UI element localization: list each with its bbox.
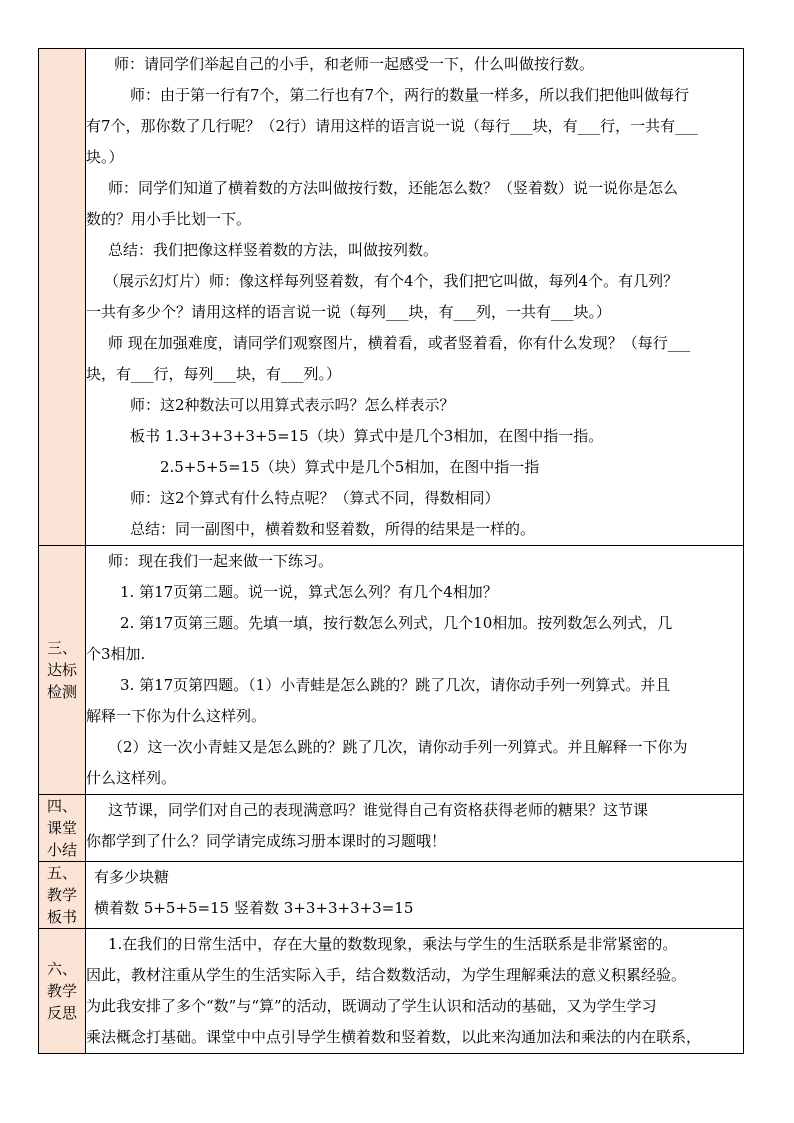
section-3-content	[86, 546, 744, 795]
text-line: 2. 第17页第三题。先填一填，按行数怎么列式，几个10相加。按列数怎么列式，几	[120, 614, 673, 632]
text-line: 数的？用小手比划一下。	[86, 210, 252, 228]
section-3-row	[39, 546, 744, 795]
section-4-content	[86, 795, 744, 862]
text-line: 横着数 5+5+5=15 竖着数 3+3+3+3+3=15	[94, 899, 414, 917]
text-line: 1.在我们的日常生活中，存在大量的数数现象，乘法与学生的生活联系是非常紧密的。	[108, 935, 678, 953]
section-6-row	[39, 929, 744, 1054]
section-2-label-cell	[39, 49, 86, 546]
text-line: 这节课，同学们对自己的表现满意吗？谁觉得自己有资格获得老师的糖果？这节课	[108, 801, 649, 819]
text-line: 总结：同一副图中，横着数和竖着数，所得的结果是一样的。	[130, 520, 536, 538]
text-line: 师：同学们知道了横着数的方法叫做按行数，还能怎么数？（竖着数）说一说你是怎么	[108, 179, 679, 197]
text-line: 因此，教材注重从学生的生活实际入手，结合数数活动，为学生理解乘法的意义积累经验。	[86, 966, 687, 984]
section-2-row	[39, 49, 744, 546]
section-6-label: 六、教学反思	[46, 960, 77, 1022]
text-line: 师：请同学们举起自己的小手，和老师一起感受一下，什么叫做按行数。	[114, 55, 595, 73]
text-line: 你都学到了什么？同学请完成练习册本课时的习题哦！	[86, 832, 447, 850]
text-line: 乘法概念打基础。课堂中中点引导学生横着数和竖着数，以此来沟通加法和乘法的内在联系，	[86, 1028, 702, 1046]
text-line: 总结：我们把像这样竖着数的方法，叫做按列数。	[108, 241, 439, 259]
section-3-label-cell	[39, 546, 86, 795]
text-line: 一共有多少个？请用这样的语言说一说（每列___块，有___列，一共有___块。）	[86, 303, 612, 321]
text-line: 有7个，那你数了几行呢？（2行）请用这样的语言说一说（每行___块，有___行，一共有___	[86, 117, 698, 135]
section-3-label: 三、达标检测	[46, 639, 77, 701]
text-line: （2）这一次小青蛙又是怎么跳的？跳了几次，请你动手列一列算式。并且解释一下你为	[108, 738, 688, 756]
text-line: 2.5+5+5=15（块）算式中是几个5相加，在图中指一指	[160, 458, 540, 476]
section-5-row	[39, 862, 744, 929]
text-line: 板书 1.3+3+3+3+5=15（块）算式中是几个3相加，在图中指一指。	[130, 427, 604, 445]
section-6-label-cell	[39, 929, 86, 1054]
text-line: 个3相加.	[86, 645, 146, 663]
text-line: 师：现在我们一起来做一下练习。	[108, 552, 334, 570]
section-4-label: 四、课堂小结	[46, 797, 77, 859]
section-4-row	[39, 795, 744, 862]
text-line: 师：这2个算式有什么特点呢？（算式不同，得数相同）	[130, 489, 500, 507]
lesson-plan-table	[38, 48, 744, 1054]
text-line: 3. 第17页第四题。（1）小青蛙是怎么跳的？跳了几次，请你动手列一列算式。并且	[120, 676, 671, 694]
text-line: 有多少块糖	[94, 868, 170, 886]
text-line: 为此我安排了多个“数”与“算”的活动，既调动了学生认识和活动的基础，又为学生学习	[86, 997, 657, 1015]
text-line: 解释一下你为什么这样列。	[86, 707, 267, 725]
text-line: 师：由于第一行有7个，第二行也有7个，两行的数量一样多，所以我们把他叫做每行	[130, 86, 690, 104]
section-4-label-cell	[39, 795, 86, 862]
text-line: 块。）	[86, 148, 124, 166]
section-2-content	[86, 49, 744, 546]
section-5-label: 五、教学板书	[46, 864, 77, 926]
section-6-content	[86, 929, 744, 1054]
text-line: 1. 第17页第二题。说一说，算式怎么列？有几个4相加？	[120, 583, 498, 601]
section-5-label-cell	[39, 862, 86, 929]
text-line: 师 现在加强难度，请同学们观察图片，横着看，或者竖着看，你有什么发现？（每行___	[108, 334, 691, 352]
text-line: 什么这样列。	[86, 769, 177, 787]
text-line: 师：这2种数法可以用算式表示吗？怎么样表示？	[130, 396, 455, 414]
text-line: （展示幻灯片）师：像这样每列竖着数，有个4个，我们把它叫做，每列4个。有几列？	[104, 272, 679, 290]
section-5-content	[86, 862, 744, 929]
text-line: 块，有___行，每列___块，有___列。）	[86, 365, 342, 383]
